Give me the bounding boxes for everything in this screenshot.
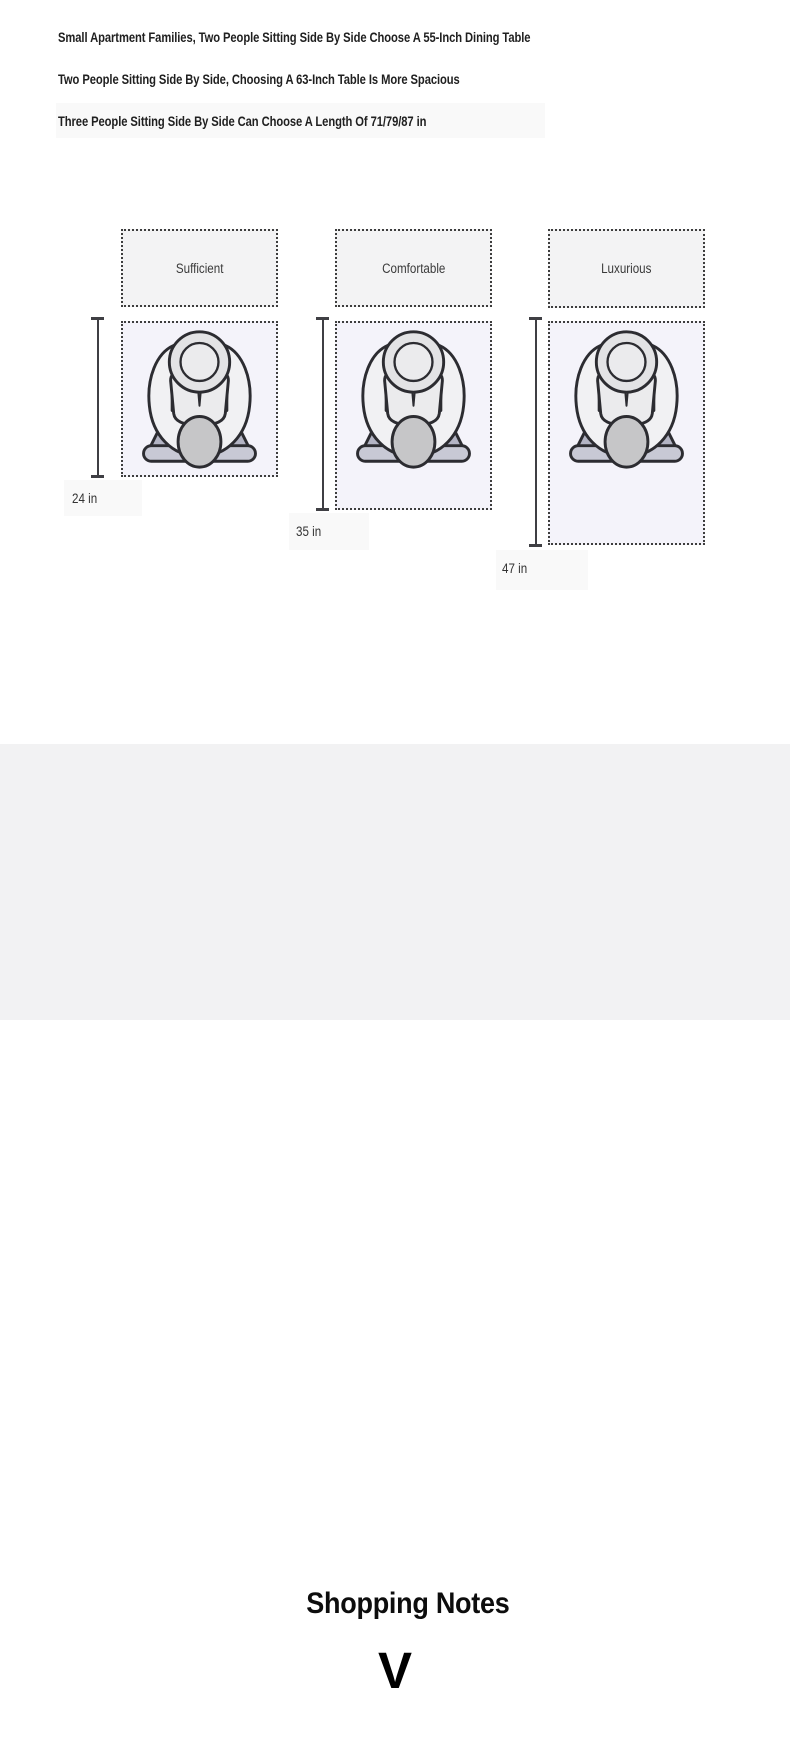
measurement-line (91, 317, 104, 478)
notes-card (32, 1730, 759, 1764)
measurement-line (529, 317, 542, 547)
size-guide-heading-1: Small Apartment Families, Two People Sitting Side By Side Choose A 55-Inch Dining Table (58, 29, 531, 45)
expand-chevron-icon[interactable]: V (377, 1642, 413, 1699)
measurement-value: 35 in (296, 524, 322, 539)
size-label-text: Sufficient (175, 260, 224, 276)
figure-box-luxurious (548, 321, 705, 545)
shopping-notes-section (0, 744, 790, 1699)
size-label-box-luxurious (548, 229, 705, 308)
person-dining-top-view-icon (337, 325, 490, 471)
person-dining-top-view-icon (123, 325, 276, 471)
size-label-box-comfortable (335, 229, 492, 307)
size-label-box-sufficient (121, 229, 278, 307)
person-dining-top-view-icon (550, 325, 703, 471)
measurement-value: 47 in (502, 561, 528, 576)
measurement-line (316, 317, 329, 511)
size-label-text: Comfortable (381, 260, 446, 276)
figure-box-sufficient (121, 321, 278, 477)
size-guide-heading-2: Two People Sitting Side By Side, Choosing A 63-Inch Table Is More Spacious (58, 71, 460, 87)
measurement-value: 24 in (72, 491, 98, 506)
figure-box-comfortable (335, 321, 492, 510)
size-guide-heading-3: Three People Sitting Side By Side Can Choose A Length Of 71/79/87 in (58, 113, 427, 129)
shopping-notes-title: Shopping Notes (305, 1587, 510, 1620)
size-label-text: Luxurious (601, 261, 652, 276)
